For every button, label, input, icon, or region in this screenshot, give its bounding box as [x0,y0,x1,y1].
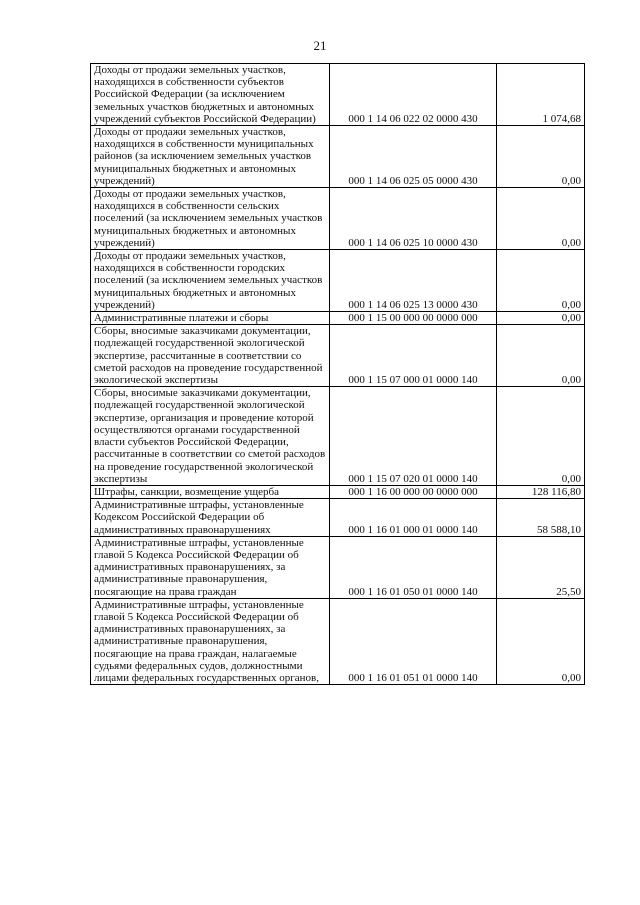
row-amount: 0,00 [497,312,585,325]
table-row [91,312,585,325]
table-row [91,536,585,598]
row-amount: 0,00 [497,250,585,312]
row-amount: 58 588,10 [497,499,585,537]
row-name: Доходы от продажи земельных участков, находящихся в собственности городских поселений (за исключением земельных участков муниципальных бюджетных и автономных учреждений) [91,250,330,312]
row-code: 000 1 15 07 000 01 0000 140 [330,325,497,387]
table-row [91,387,585,486]
row-amount: 1 074,68 [497,64,585,126]
table-row [91,188,585,250]
row-code: 000 1 14 06 022 02 0000 430 [330,64,497,126]
row-amount: 0,00 [497,325,585,387]
row-code: 000 1 16 01 050 01 0000 140 [330,536,497,598]
table-row [91,499,585,537]
table-row [91,126,585,188]
table-row [91,64,585,126]
row-amount: 0,00 [497,387,585,486]
table-row [91,485,585,498]
row-name: Административные штрафы, установленные Кодексом Российской Федерации об административных правонарушениях [91,499,330,537]
budget-table [90,63,585,685]
row-name: Сборы, вносимые заказчиками документации, подлежащей государственной экологической экспертизе, организация и проведение которой осуществляются органами государственной власти субъектов Российской Федерации, рассчитанные в соответствии со сметой расходов на проведение государственной экологической экспертизы [91,387,330,486]
page-number: 21 [313,38,327,53]
row-code: 000 1 14 06 025 13 0000 430 [330,250,497,312]
row-code: 000 1 16 01 051 01 0000 140 [330,598,497,684]
table-row [91,325,585,387]
row-name: Административные платежи и сборы [91,312,330,325]
table-row [91,250,585,312]
row-amount: 128 116,80 [497,485,585,498]
row-code: 000 1 14 06 025 05 0000 430 [330,126,497,188]
row-amount: 0,00 [497,126,585,188]
row-amount: 25,50 [497,536,585,598]
row-code: 000 1 14 06 025 10 0000 430 [330,188,497,250]
table-row [91,598,585,684]
row-code: 000 1 16 01 000 01 0000 140 [330,499,497,537]
row-name: Доходы от продажи земельных участков, находящихся в собственности муниципальных районов (за исключением земельных участков муниципальных бюджетных и автономных учреждений) [91,126,330,188]
row-code: 000 1 15 07 020 01 0000 140 [330,387,497,486]
row-name: Административные штрафы, установленные главой 5 Кодекса Российской Федерации об административных правонарушениях, за административные правонарушения, посягающие на права граждан [91,536,330,598]
row-name: Штрафы, санкции, возмещение ущерба [91,485,330,498]
row-code: 000 1 16 00 000 00 0000 000 [330,485,497,498]
row-name: Доходы от продажи земельных участков, находящихся в собственности субъектов Российской Федерации (за исключением земельных участков бюджетных и автономных учреждений субъектов Российской Федерации) [91,64,330,126]
row-name: Сборы, вносимые заказчиками документации, подлежащей государственной экологической экспертизе, рассчитанные в соответствии со сметой расходов на проведение государственной экологической экспертизы [91,325,330,387]
row-code: 000 1 15 00 000 00 0000 000 [330,312,497,325]
row-name: Доходы от продажи земельных участков, находящихся в собственности сельских поселений (за исключением земельных участков муниципальных бюджетных и автономных учреждений) [91,188,330,250]
row-amount: 0,00 [497,598,585,684]
row-amount: 0,00 [497,188,585,250]
row-name: Административные штрафы, установленные главой 5 Кодекса Российской Федерации об административных правонарушениях, за административные правонарушения, посягающие на права граждан, налагаемые судьями федеральных судов, должностными лицами федеральных государственных органов, [91,598,330,684]
